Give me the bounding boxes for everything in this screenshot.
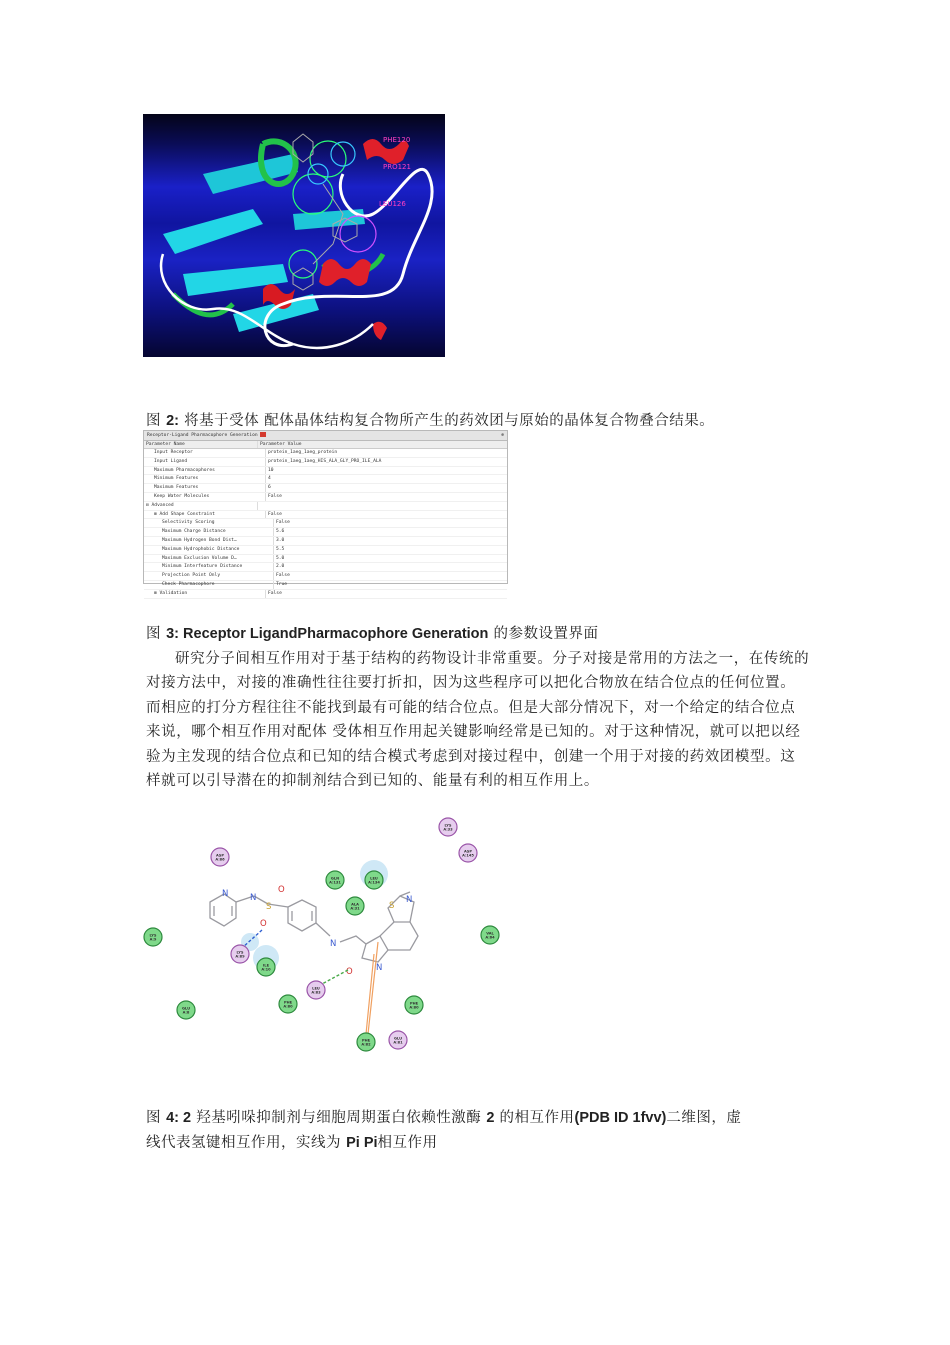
body-paragraph <box>146 647 810 793</box>
svg-text:A:31: A:31 <box>350 906 360 911</box>
parameter-name: Projection Point Only <box>144 572 274 580</box>
parameter-row[interactable] <box>144 546 507 555</box>
parameter-value[interactable]: 5.5 <box>276 546 285 552</box>
svg-text:A:9: A:9 <box>149 937 157 942</box>
caption-text: 将基于受体 配体晶体结构复合物所产生的药效团与原始的晶体复合物叠合结果。 <box>179 413 715 429</box>
parameter-value[interactable]: False <box>276 520 290 526</box>
svg-text:A:89: A:89 <box>235 954 245 959</box>
parameter-name: Check Pharmacophore <box>144 581 274 589</box>
residue-node <box>231 945 249 963</box>
atom-label: O <box>346 967 353 977</box>
figure-caption-4 <box>146 1106 741 1127</box>
caption-text: 线代表氢键相互作用，实线为 <box>146 1135 347 1151</box>
close-icon[interactable] <box>260 432 266 437</box>
figure-caption-3 <box>146 622 599 643</box>
parameter-name: Maximum Hydrophobic Distance <box>144 546 274 554</box>
residue-node <box>144 928 162 946</box>
svg-text:LEU: LEU <box>312 986 320 991</box>
svg-text:ASP: ASP <box>215 853 225 858</box>
atom-label: N <box>222 889 229 899</box>
residue-node <box>389 1031 407 1049</box>
parameter-value[interactable] <box>258 502 507 510</box>
parameter-row[interactable] <box>144 484 507 493</box>
atom-label: N <box>406 895 413 905</box>
svg-text:A:33: A:33 <box>443 827 453 832</box>
figure-caption-4-line2 <box>146 1131 438 1152</box>
parameter-name: Maximum Features <box>144 484 266 492</box>
svg-text:A:81: A:81 <box>393 1040 403 1045</box>
parameter-name: Maximum Charge Distance <box>144 528 274 536</box>
svg-text:A:80: A:80 <box>283 1004 293 1009</box>
svg-text:ALA: ALA <box>351 902 359 907</box>
parameter-name: Maximum Hydrogen Bond Dist… <box>144 537 274 545</box>
svg-text:PHE: PHE <box>409 1001 419 1006</box>
caption-prefix: 图 <box>146 1110 167 1126</box>
svg-text:LYS: LYS <box>149 933 157 938</box>
residue-node <box>211 848 229 866</box>
caption-prefix: 图 <box>146 413 167 429</box>
parameter-value[interactable]: 4 <box>268 476 271 482</box>
parameter-name: Input Ligand <box>144 458 266 466</box>
residue-node <box>405 996 423 1014</box>
svg-text:GLU: GLU <box>181 1006 191 1011</box>
residue-group <box>144 818 499 1051</box>
residue-node <box>307 981 325 999</box>
caption-label: 4: 2 <box>166 1110 192 1126</box>
residue-node <box>365 871 383 889</box>
parameter-row[interactable] <box>144 519 507 528</box>
residue-node <box>439 818 457 836</box>
parameter-value[interactable]: 5.0 <box>276 555 285 561</box>
parameter-value[interactable]: False <box>268 590 282 596</box>
residue-label: LEU126 <box>379 200 406 208</box>
parameter-row[interactable] <box>144 493 507 502</box>
column-header-value: Parameter Value <box>260 442 302 447</box>
caption-text: 相互作用 <box>377 1135 438 1151</box>
atom-label: S <box>389 901 395 911</box>
atom-label: N <box>376 963 383 973</box>
parameter-row[interactable] <box>144 581 507 590</box>
svg-text:A:83: A:83 <box>311 990 321 995</box>
figure-caption-2 <box>146 409 714 430</box>
svg-text:A:131: A:131 <box>329 880 341 885</box>
parameter-name: Minimum Features <box>144 475 266 483</box>
protein-overlay-image <box>143 114 445 357</box>
parameter-value[interactable]: False <box>268 493 282 499</box>
parameter-value[interactable]: 5.6 <box>276 529 285 535</box>
residue-node <box>481 926 499 944</box>
svg-text:GLN: GLN <box>330 876 340 881</box>
parameter-row[interactable] <box>144 502 507 511</box>
svg-text:GLU: GLU <box>393 1036 403 1041</box>
caption-label: 2: <box>166 413 180 429</box>
svg-text:LYS: LYS <box>236 950 244 955</box>
residue-node <box>257 958 275 976</box>
atom-label: S <box>266 902 272 912</box>
parameter-value[interactable]: protein_1aeg_1aeg_protein <box>268 450 338 455</box>
parameter-value[interactable]: protein_1aeg_1aeg_HIS_ALA_GLY_PRO_ILE_ALA <box>268 458 382 464</box>
parameter-table-body <box>144 449 507 599</box>
svg-text:PHE: PHE <box>361 1038 371 1043</box>
caption-text: 的参数设置界面 <box>488 626 599 642</box>
parameter-name: Maximum Exclusion Volume D… <box>144 555 274 563</box>
interaction-diagram <box>138 812 520 1060</box>
parameter-row[interactable] <box>144 511 507 520</box>
svg-text:A:86: A:86 <box>215 857 225 862</box>
svg-text:ILE: ILE <box>262 963 270 968</box>
pin-icon[interactable]: ⊕ <box>501 433 504 438</box>
parameter-row[interactable] <box>144 537 507 546</box>
parameter-name: Minimum Interfeature Distance <box>144 563 274 571</box>
parameter-value[interactable]: True <box>276 581 288 587</box>
caption-text: 的相互作用 <box>494 1110 575 1126</box>
svg-text:PHE: PHE <box>283 1000 293 1005</box>
parameter-value[interactable]: 2.0 <box>276 564 285 570</box>
caption-text: 羟基吲哚抑制剂与细胞周期蛋白依赖性激酶 <box>191 1110 487 1126</box>
atom-label: O <box>278 885 285 895</box>
residue-node <box>177 1001 195 1019</box>
parameter-value[interactable]: 6 <box>268 485 271 491</box>
parameter-name: Selectivity Scoring <box>144 519 274 527</box>
protein-overlay-figure <box>143 114 445 357</box>
column-header-name: Parameter Name <box>144 441 258 448</box>
parameter-settings-window <box>143 430 508 596</box>
residue-node <box>357 1033 375 1051</box>
residue-label: PHE120 <box>383 136 411 144</box>
parameter-value[interactable]: 10 <box>268 467 274 473</box>
svg-text:A:80: A:80 <box>409 1005 419 1010</box>
svg-text:A:134: A:134 <box>368 880 380 885</box>
svg-text:A:145: A:145 <box>462 853 474 858</box>
parameter-row[interactable] <box>144 590 507 599</box>
svg-text:LYS: LYS <box>444 823 452 828</box>
caption-label: 2 <box>486 1110 495 1126</box>
caption-text: 二维图，虚 <box>666 1110 742 1126</box>
svg-text:A:64: A:64 <box>485 935 495 940</box>
window-title: Receptor-Ligand Pharmacophore Generation <box>147 433 258 438</box>
caption-prefix: 图 <box>146 626 167 642</box>
parameter-name: ⊞ Validation <box>144 590 266 598</box>
hydrogen-bond <box>322 970 348 984</box>
parameter-value[interactable]: False <box>268 511 282 517</box>
parameter-name: Input Receptor <box>144 449 266 457</box>
caption-label: 3: Receptor LigandPharmacophore Generation <box>166 626 489 642</box>
svg-text:A:10: A:10 <box>261 967 271 972</box>
interaction-diagram-svg <box>138 812 520 1060</box>
parameter-name: Keep Water Molecules <box>144 493 266 501</box>
paragraph-text: 研究分子间相互作用对于基于结构的药物设计非常重要。分子对接是常用的方法之一，在传统的对接方法中，对接的准确性往往要打折扣，因为这些程序可以把化合物放在结合位点的任何位置。而相应的打分方程往往不能找到最有可能的结合位点。但是大部分情况下，对一个给定的结合位点来说，哪个相互作用对配体 受体相互作用起关键影响经常是已知的。对于这种情况，就可以把以经验为主发现的结合位点和已知的结合模式考虑到对接过程中，创建一个用于对接的药效团模型。这样就可以引导潜在的抑制剂结合到已知的、能量有利的相互作用上。 <box>146 651 810 790</box>
parameter-row[interactable] <box>144 449 507 458</box>
parameter-row[interactable] <box>144 572 507 581</box>
svg-text:VAL: VAL <box>486 931 494 936</box>
parameter-row[interactable] <box>144 467 507 476</box>
residue-node <box>346 897 364 915</box>
parameter-value[interactable]: 3.0 <box>276 537 285 543</box>
parameter-row[interactable] <box>144 458 507 467</box>
svg-text:A:82: A:82 <box>361 1042 371 1047</box>
parameter-name: Maximum Pharmacophores <box>144 467 266 475</box>
residue-label: PRO121 <box>383 163 411 171</box>
svg-text:A:8: A:8 <box>182 1010 190 1015</box>
atom-label: O <box>260 919 267 929</box>
residue-node <box>279 995 297 1013</box>
parameter-value[interactable]: False <box>276 573 290 579</box>
table-header <box>144 441 507 449</box>
parameter-row[interactable] <box>144 528 507 537</box>
parameter-name: ⊟ Advanced <box>144 502 258 510</box>
residue-node <box>459 844 477 862</box>
window-titlebar <box>144 431 507 441</box>
pi-pi-interaction <box>368 942 378 1034</box>
parameter-row[interactable] <box>144 475 507 484</box>
parameter-row[interactable] <box>144 563 507 572</box>
residue-node <box>326 871 344 889</box>
svg-text:ASP: ASP <box>463 849 473 854</box>
caption-label: (PDB ID 1fvv) <box>574 1110 667 1126</box>
parameter-row[interactable] <box>144 555 507 564</box>
atom-label: N <box>250 893 257 903</box>
caption-label: Pi Pi <box>346 1135 378 1151</box>
parameter-name: ⊞ Add Shape Constraint <box>144 511 266 519</box>
svg-text:LEU: LEU <box>370 876 378 881</box>
atom-label: N <box>330 939 337 949</box>
